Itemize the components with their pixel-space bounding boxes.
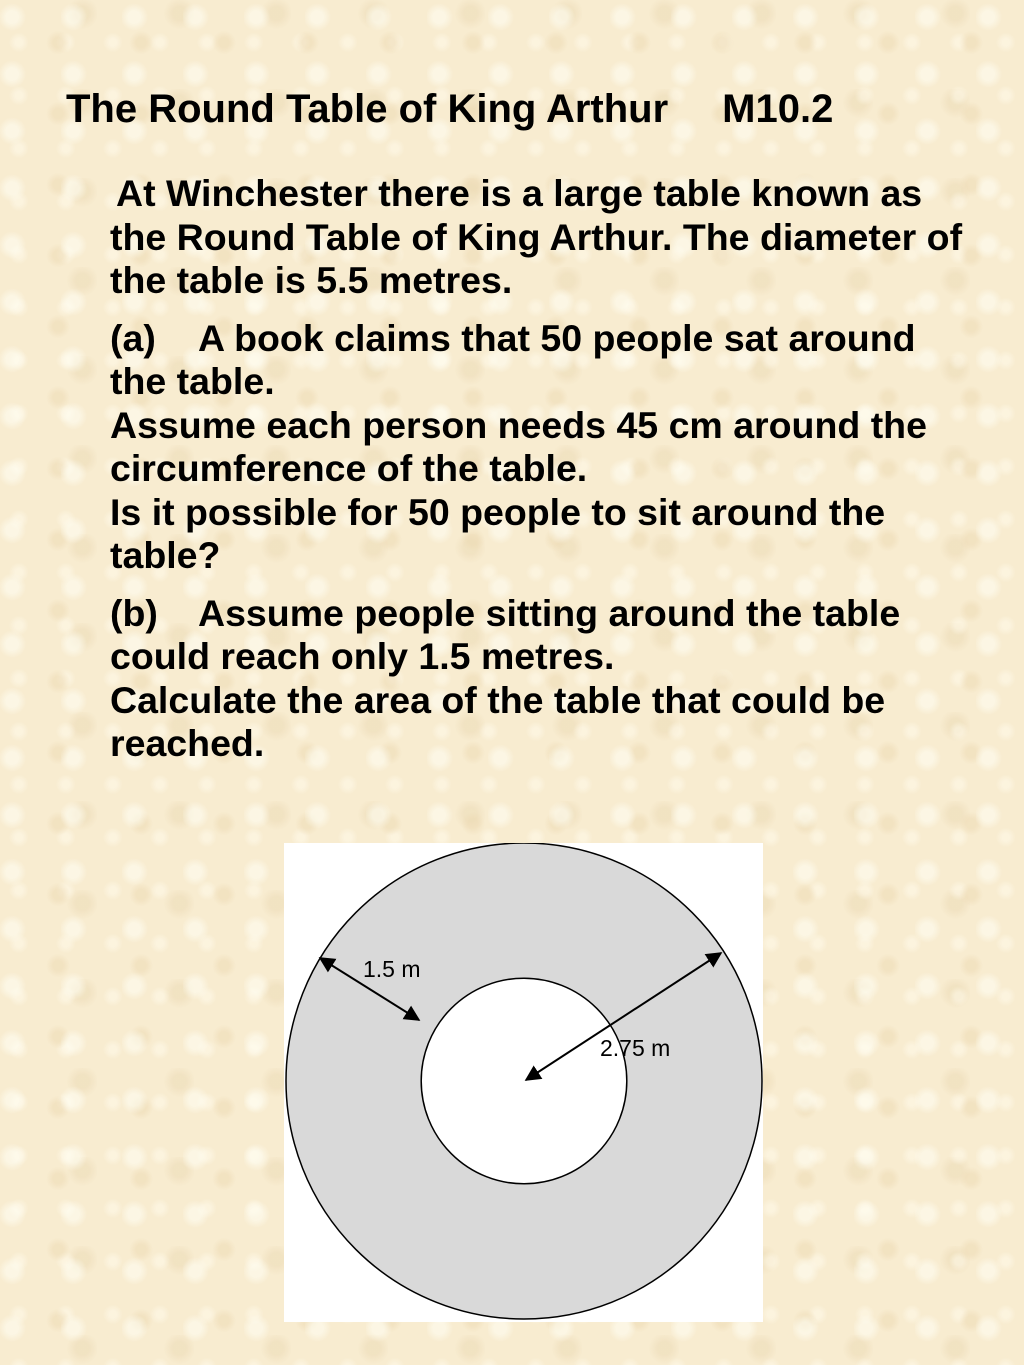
- part-a: [110, 317, 980, 578]
- part-a-line-2: Assume each person needs 45 cm around the circumference of the table.: [110, 403, 927, 489]
- title-text: The Round Table of King Arthur: [66, 87, 669, 131]
- part-b-text-1: Assume people sitting around the table could reach only 1.5 metres.: [110, 591, 901, 677]
- part-a-line-1: [110, 317, 980, 404]
- part-a-text-1: A book claims that 50 people sat around the table.: [110, 316, 916, 402]
- part-a-line-3: Is it possible for 50 people to sit around the table?: [110, 490, 886, 576]
- radius-label: 2.75 m: [600, 1035, 671, 1061]
- table-diagram: [284, 843, 763, 1322]
- reach-label: 1.5 m: [363, 956, 421, 982]
- part-b-line-1: [110, 592, 980, 679]
- intro-paragraph: At Winchester there is a large table known as the Round Table of King Arthur. The diameter of the table is 5.5 metres.: [110, 172, 963, 301]
- page-title: [66, 86, 833, 132]
- part-b-line-2: Calculate the area of the table that could be reached.: [110, 678, 886, 764]
- part-a-label: (a): [110, 316, 156, 359]
- part-b-label: (b): [110, 591, 158, 634]
- part-b: [110, 592, 980, 766]
- lesson-code: M10.2: [722, 87, 834, 131]
- unreachable-center: [421, 978, 627, 1184]
- table-diagram-svg: [284, 843, 763, 1322]
- problem-text: [110, 172, 980, 766]
